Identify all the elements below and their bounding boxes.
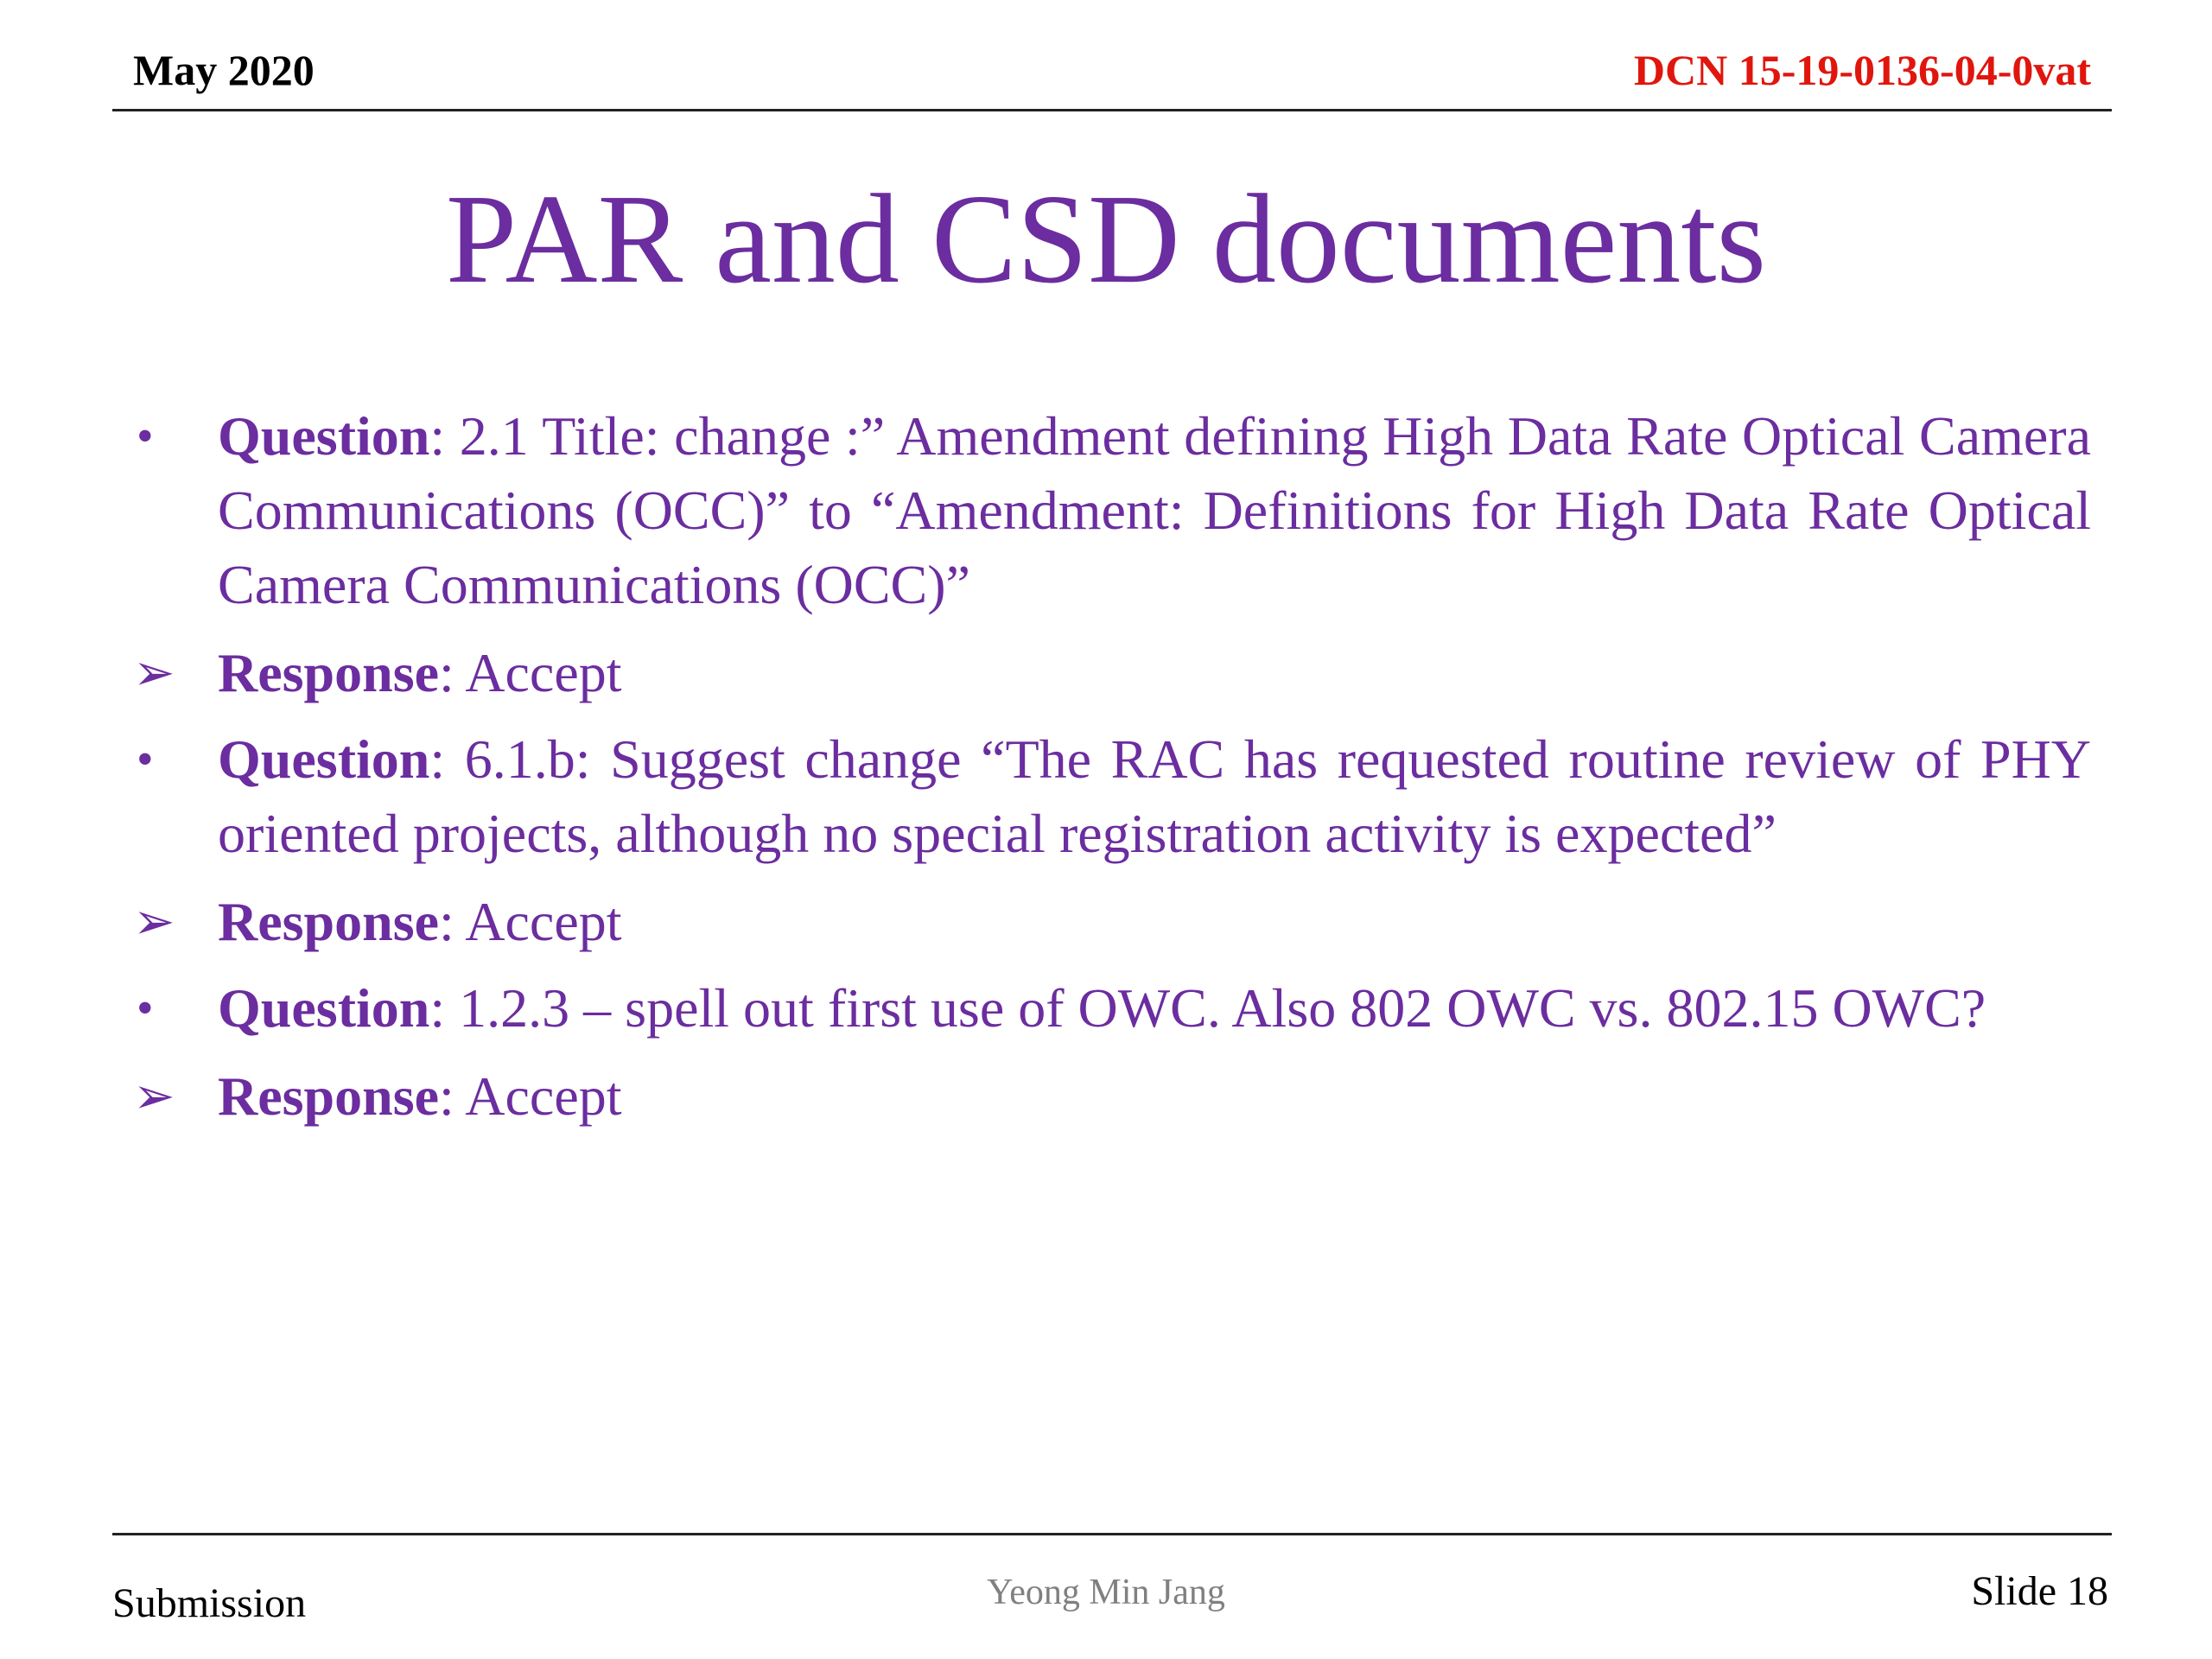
- question-text: : 1.2.3 – spell out first use of OWC. Also 802 OWC vs. 802.15 OWC?: [429, 977, 1986, 1039]
- header-date: May 2020: [133, 46, 315, 94]
- bullet-icon: •: [137, 733, 154, 786]
- footer-divider: [112, 1533, 2112, 1535]
- question-item: [130, 722, 2091, 871]
- bullet-icon: •: [137, 982, 154, 1035]
- response-label: Response: [218, 642, 440, 703]
- footer-author: Yeong Min Jang: [987, 1573, 1225, 1612]
- question-label: Question: [218, 405, 430, 467]
- response-item: [130, 636, 2091, 710]
- response-label: Response: [218, 1065, 440, 1127]
- response-text: : Accept: [439, 642, 622, 703]
- arrow-bullet-icon: ➢: [133, 893, 175, 950]
- question-text: : 6.1.b: Suggest change “The RAC has requested routine review of PHY oriented projects, although no special registration activity is expected”: [218, 728, 2091, 864]
- arrow-bullet-icon: ➢: [133, 1068, 175, 1124]
- response-text: : Accept: [439, 1065, 622, 1127]
- slide-number: Slide 18: [1971, 1568, 2108, 1614]
- response-item: [130, 885, 2091, 959]
- slide-content: [130, 399, 2091, 1146]
- question-text: : 2.1 Title: change :” Amendment defining High Data Rate Optical Camera Communications (OCC)” to “Amendment: Definitions for High Data Rate Optical Camera Communications (OCC)”: [218, 405, 2091, 615]
- arrow-bullet-icon: ➢: [133, 645, 175, 701]
- header-divider: [112, 109, 2112, 111]
- response-text: : Accept: [439, 891, 622, 952]
- footer-submission: Submission: [112, 1580, 307, 1626]
- response-item: [130, 1059, 2091, 1134]
- question-label: Question: [218, 977, 430, 1039]
- bullet-icon: •: [137, 410, 154, 463]
- question-label: Question: [218, 728, 430, 790]
- slide-title: PAR and CSD documents: [445, 168, 1767, 310]
- response-label: Response: [218, 891, 440, 952]
- question-item: [130, 971, 2091, 1046]
- document-control-number: DCN 15-19-0136-04-0vat: [1633, 46, 2091, 94]
- question-item: [130, 399, 2091, 622]
